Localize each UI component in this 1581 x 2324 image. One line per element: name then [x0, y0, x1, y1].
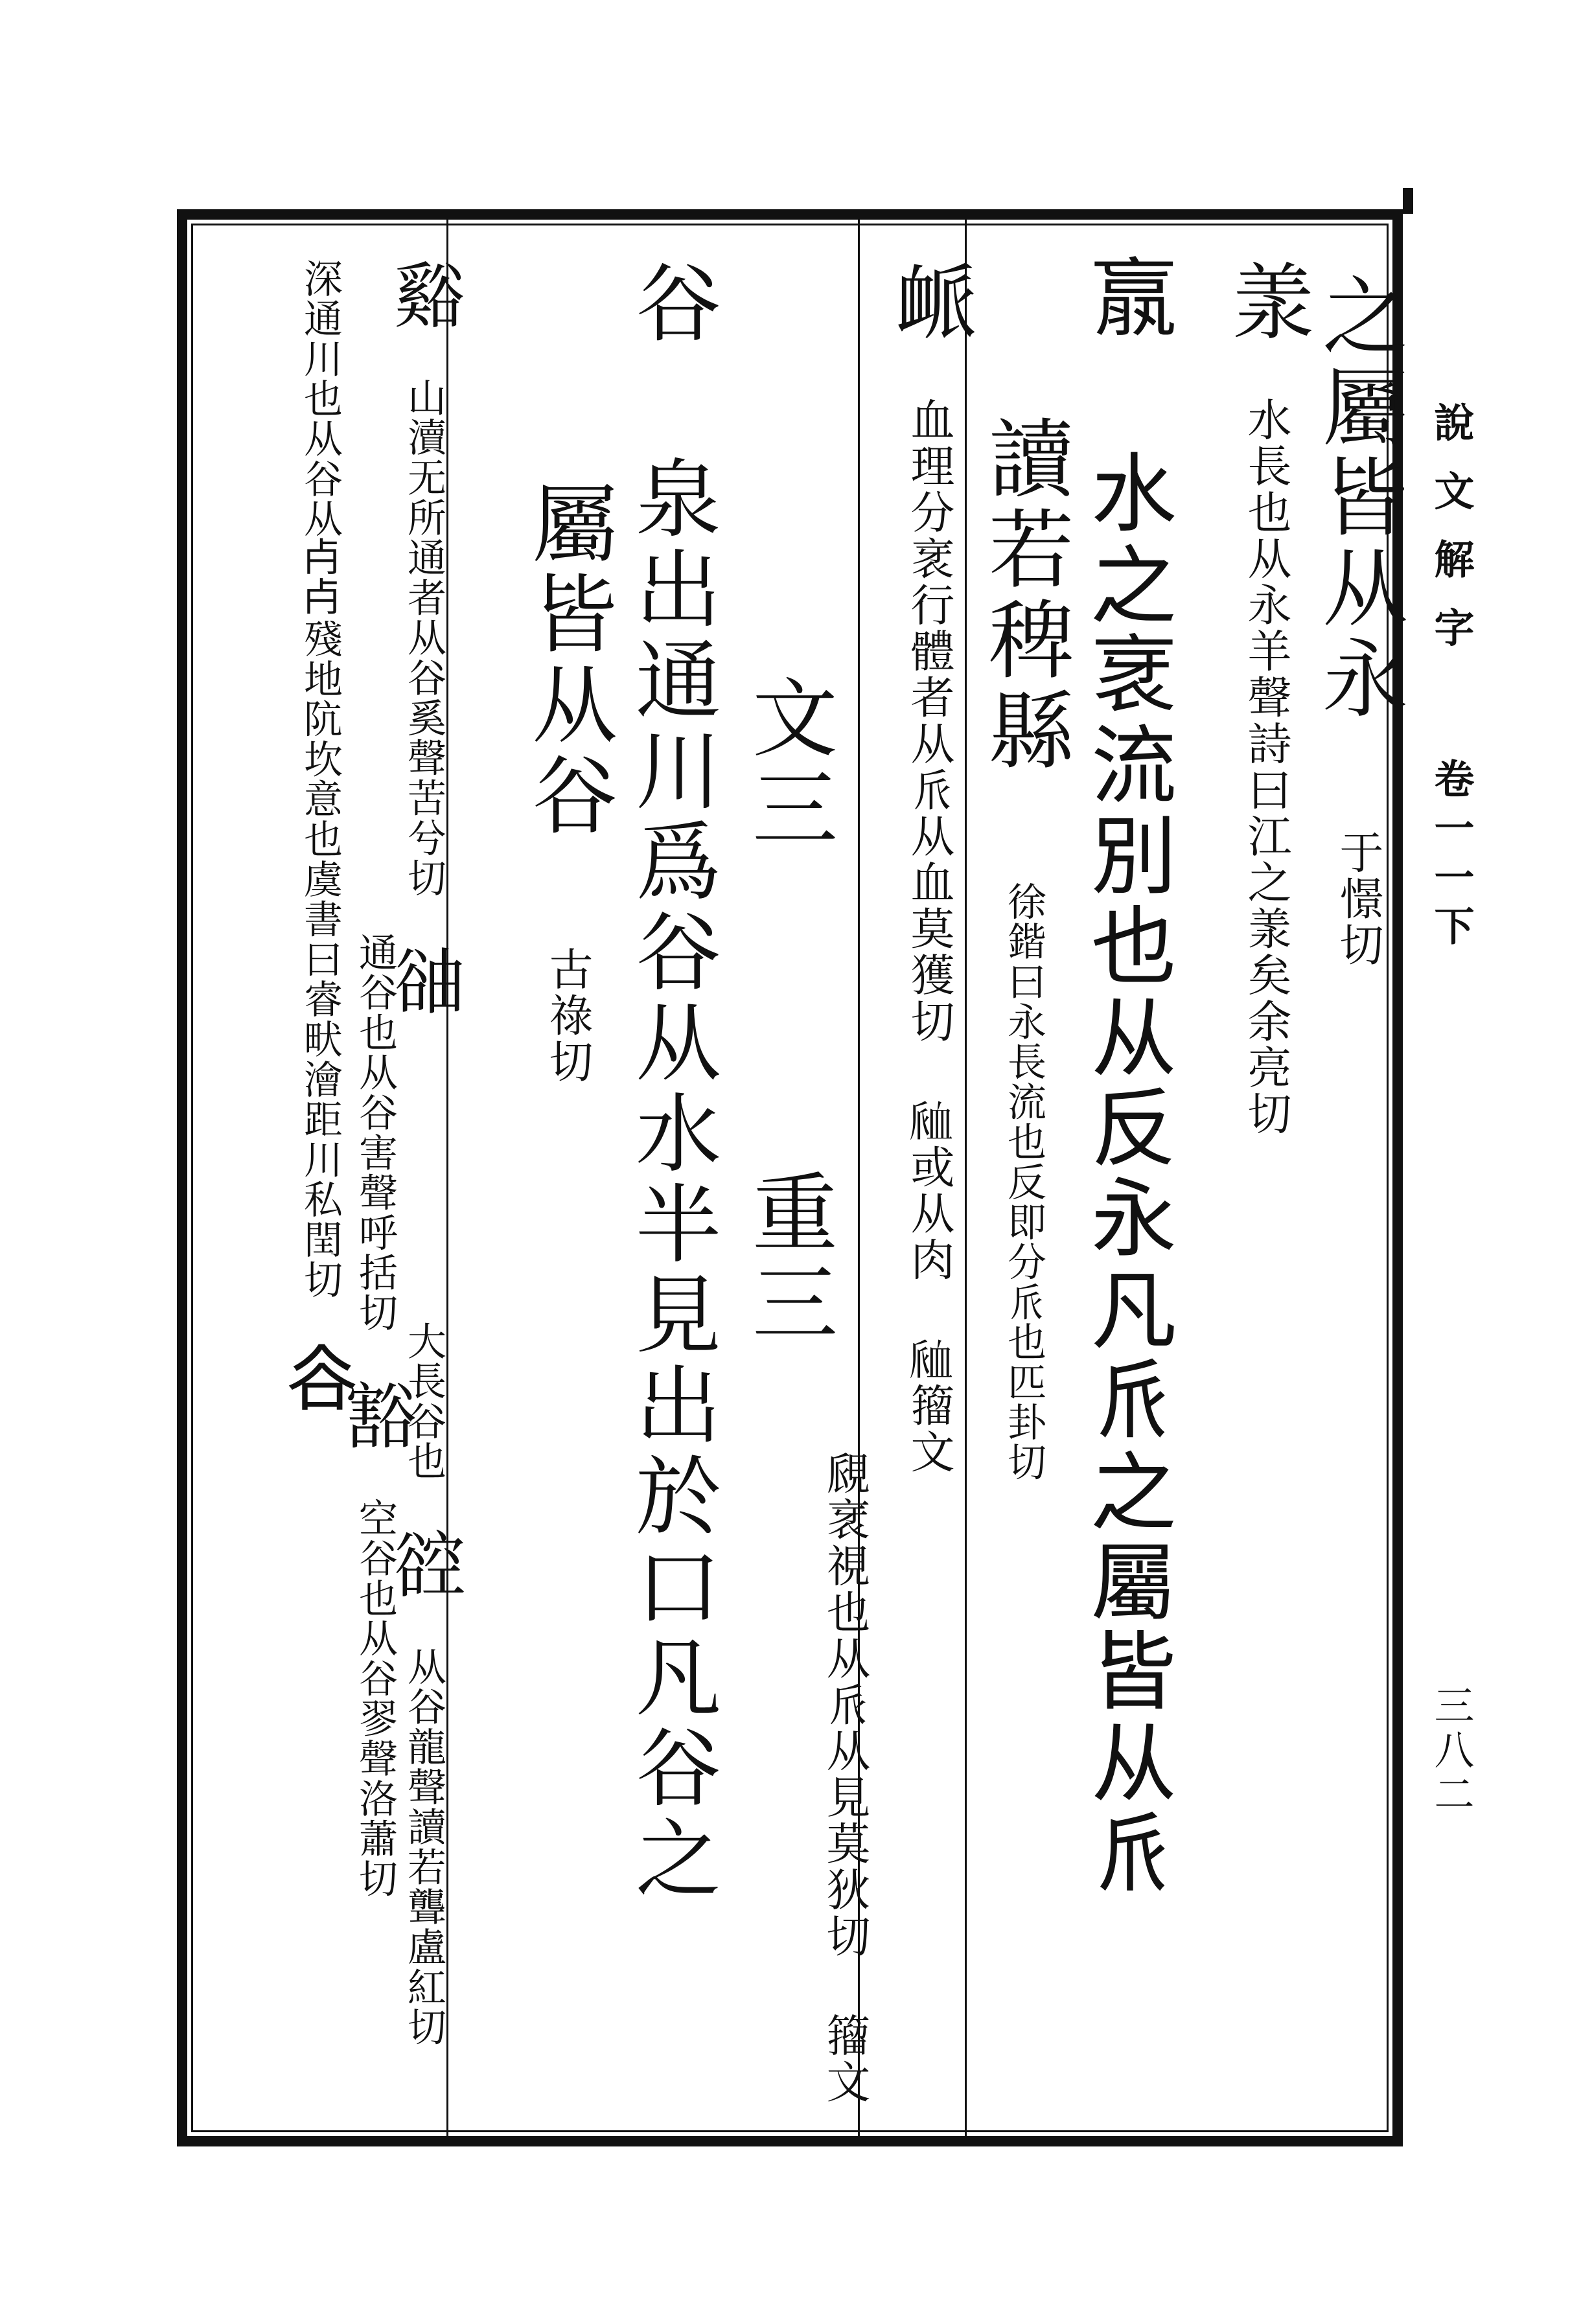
fanqie-note: 于憬切	[1332, 829, 1383, 969]
entry-column	[279, 259, 362, 1419]
main-text: 讀若稗縣	[974, 414, 1074, 777]
main-text: 水之衺流別也从反永凡𠂢之屬皆从𠂢	[1081, 454, 1181, 1905]
commentary-note: 徐鍇曰永長流也反即分𠂢也匹卦切	[1001, 881, 1046, 1482]
variant-form: 籀文	[819, 2012, 870, 2106]
seal-character: 谷	[621, 259, 721, 349]
text-frame	[177, 209, 1407, 2146]
count-summary	[737, 673, 837, 1350]
entry-column	[974, 414, 1074, 1482]
corner-mark	[1403, 188, 1413, 214]
definition-text: 通谷也从谷害聲呼括切	[352, 932, 398, 1333]
main-text: 之屬皆从永	[1308, 271, 1407, 725]
entry-column	[517, 479, 617, 1085]
definition-text: 血理分衺行體者从𠂢从血莫獲切	[903, 397, 954, 1045]
volume-label: 卷一一下	[1427, 758, 1475, 954]
seal-character: 𧮫	[279, 1346, 362, 1419]
variant-form: 𧖴籀文	[903, 1336, 954, 1476]
entry-column	[881, 259, 977, 1476]
book-title: 說文解字	[1427, 402, 1475, 675]
variant-count: 重三	[737, 1168, 837, 1350]
seal-character: 谿	[382, 259, 465, 331]
definition-text: 深通川也从谷从𣦵𣦵殘地阬坎意也虞書曰睿畎澮距川私閏切	[297, 259, 343, 1300]
entry-column	[1217, 259, 1314, 1138]
seal-character: 𣎆	[1081, 259, 1181, 349]
page-number: 三八二	[1427, 1685, 1475, 1817]
entry-column	[382, 1321, 465, 2047]
entry-column	[819, 1451, 870, 2106]
definition-text: 从谷龍聲讀若聾盧紅切	[401, 1646, 446, 2047]
definition-text: 水長也从永羊聲詩曰江之羕矣余亮切	[1240, 397, 1291, 1138]
seal-character: 谾	[382, 1528, 465, 1600]
seal-character: 豁	[334, 1379, 417, 1452]
char-count: 文三	[737, 673, 837, 855]
entry-column	[1081, 259, 1181, 1905]
definition-text: 覛衺視也从𠂢从見莫狄切	[819, 1451, 870, 1960]
main-text: 泉出通川爲谷从水半見出於口凡谷之	[621, 454, 721, 1905]
fanqie-note: 古祿切	[542, 946, 593, 1085]
seal-character: 衇	[881, 259, 977, 344]
entry-column	[382, 259, 465, 1017]
seal-character: 羕	[1217, 259, 1314, 344]
definition-text: 大長谷也	[401, 1321, 446, 1482]
definition-text: 山瀆无所通者从谷奚聲苦兮切	[401, 377, 446, 899]
entry-column	[1308, 271, 1407, 969]
variant-form: 𧖴或从肉	[903, 1098, 954, 1283]
definition-text: 空谷也从谷翏聲洛蕭切	[352, 1498, 398, 1899]
main-text: 屬皆从谷	[517, 479, 617, 842]
entry-column	[621, 259, 721, 1905]
seal-character: 䜬	[382, 944, 465, 1017]
